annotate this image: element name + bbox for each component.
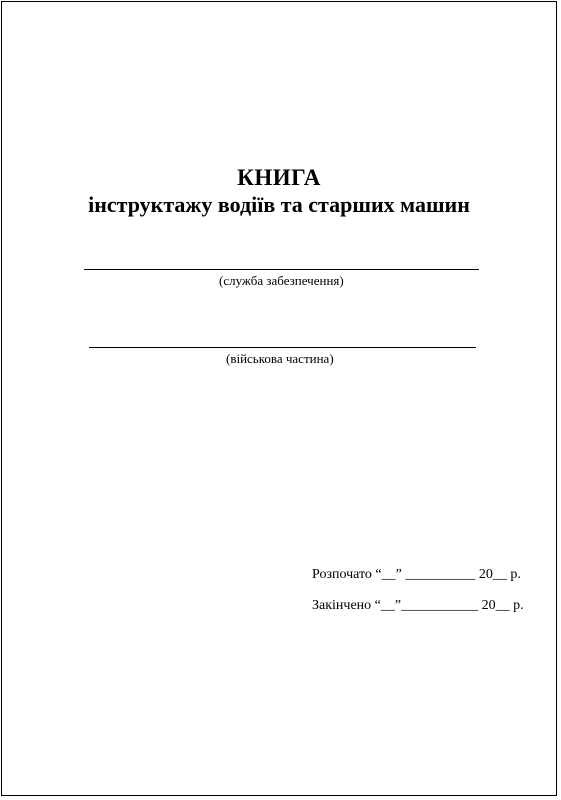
finished-date-line: Закінчено “__”___________ 20__ р. [312,598,524,613]
service-fill-line [84,269,479,270]
unit-fill-line [89,347,476,348]
document-subtitle: інструктажу водіїв та старших машин [88,192,470,217]
started-date-line: Розпочато “__” __________ 20__ р. [312,567,521,582]
service-caption: (служба забезпечення) [219,273,344,288]
unit-caption: (військова частина) [226,351,334,366]
document-title: КНИГА [237,165,321,190]
document-page [1,1,557,796]
